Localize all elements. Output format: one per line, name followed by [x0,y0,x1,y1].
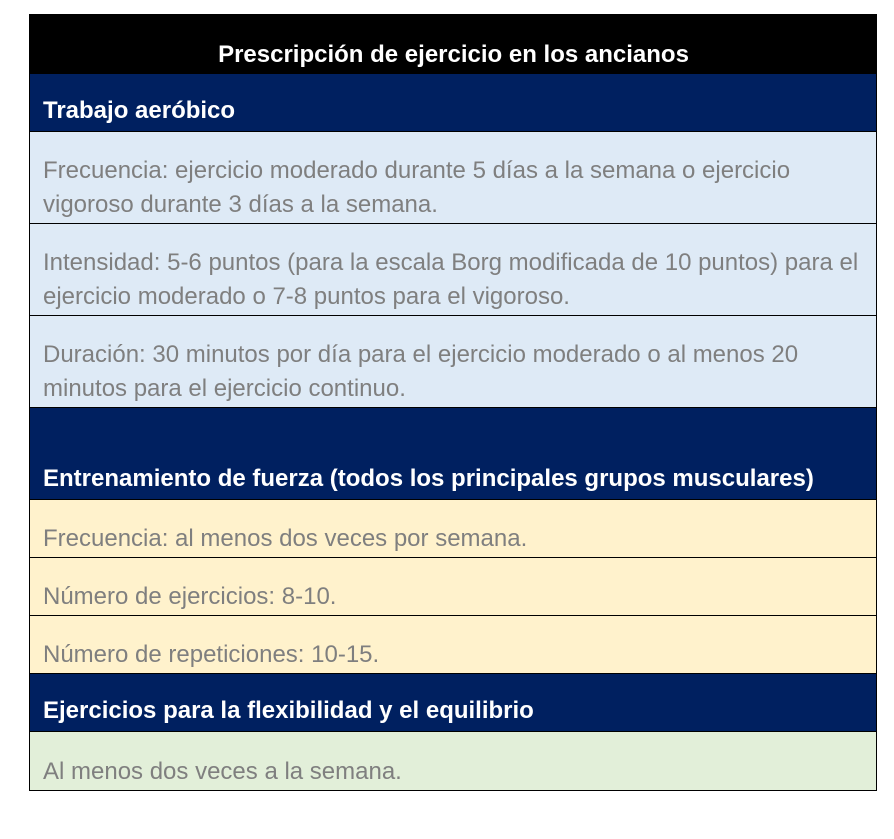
table-title [30,15,876,74]
section-heading-flexibility [30,674,876,732]
exercise-prescription-table [29,14,877,791]
section-heading-text: Entrenamiento de fuerza (todos los principales grupos musculares) [43,465,814,492]
section-heading-text: Trabajo aeróbico [43,97,236,124]
table-row [30,224,876,316]
table-row [30,132,876,224]
table-row [30,500,876,558]
section-heading-text: Ejercicios para la flexibilidad y el equilibrio [43,697,534,724]
row-text: Al menos dos veces a la semana. [43,758,402,785]
table-title-text: Prescripción de ejercicio en los ancianos [218,41,689,68]
table-row [30,732,876,790]
row-text: Duración: 30 minutos por día para el ejercicio moderado o al menos 20 minutos para el ejercicio continuo. [43,341,799,402]
table-row [30,558,876,616]
row-text: Frecuencia: ejercicio moderado durante 5 días a la semana o ejercicio vigoroso durante 3 días a la semana. [43,157,791,218]
row-text: Intensidad: 5-6 puntos (para la escala Borg modificada de 10 puntos) para el ejercicio moderado o 7-8 puntos para el vigoroso. [43,249,859,310]
row-text: Número de ejercicios: 8-10. [43,583,337,610]
table-row [30,616,876,674]
table-row [30,316,876,408]
row-text: Frecuencia: al menos dos veces por semana. [43,525,528,552]
section-heading-aerobic [30,74,876,132]
section-heading-strength [30,408,876,500]
row-text: Número de repeticiones: 10-15. [43,641,380,668]
